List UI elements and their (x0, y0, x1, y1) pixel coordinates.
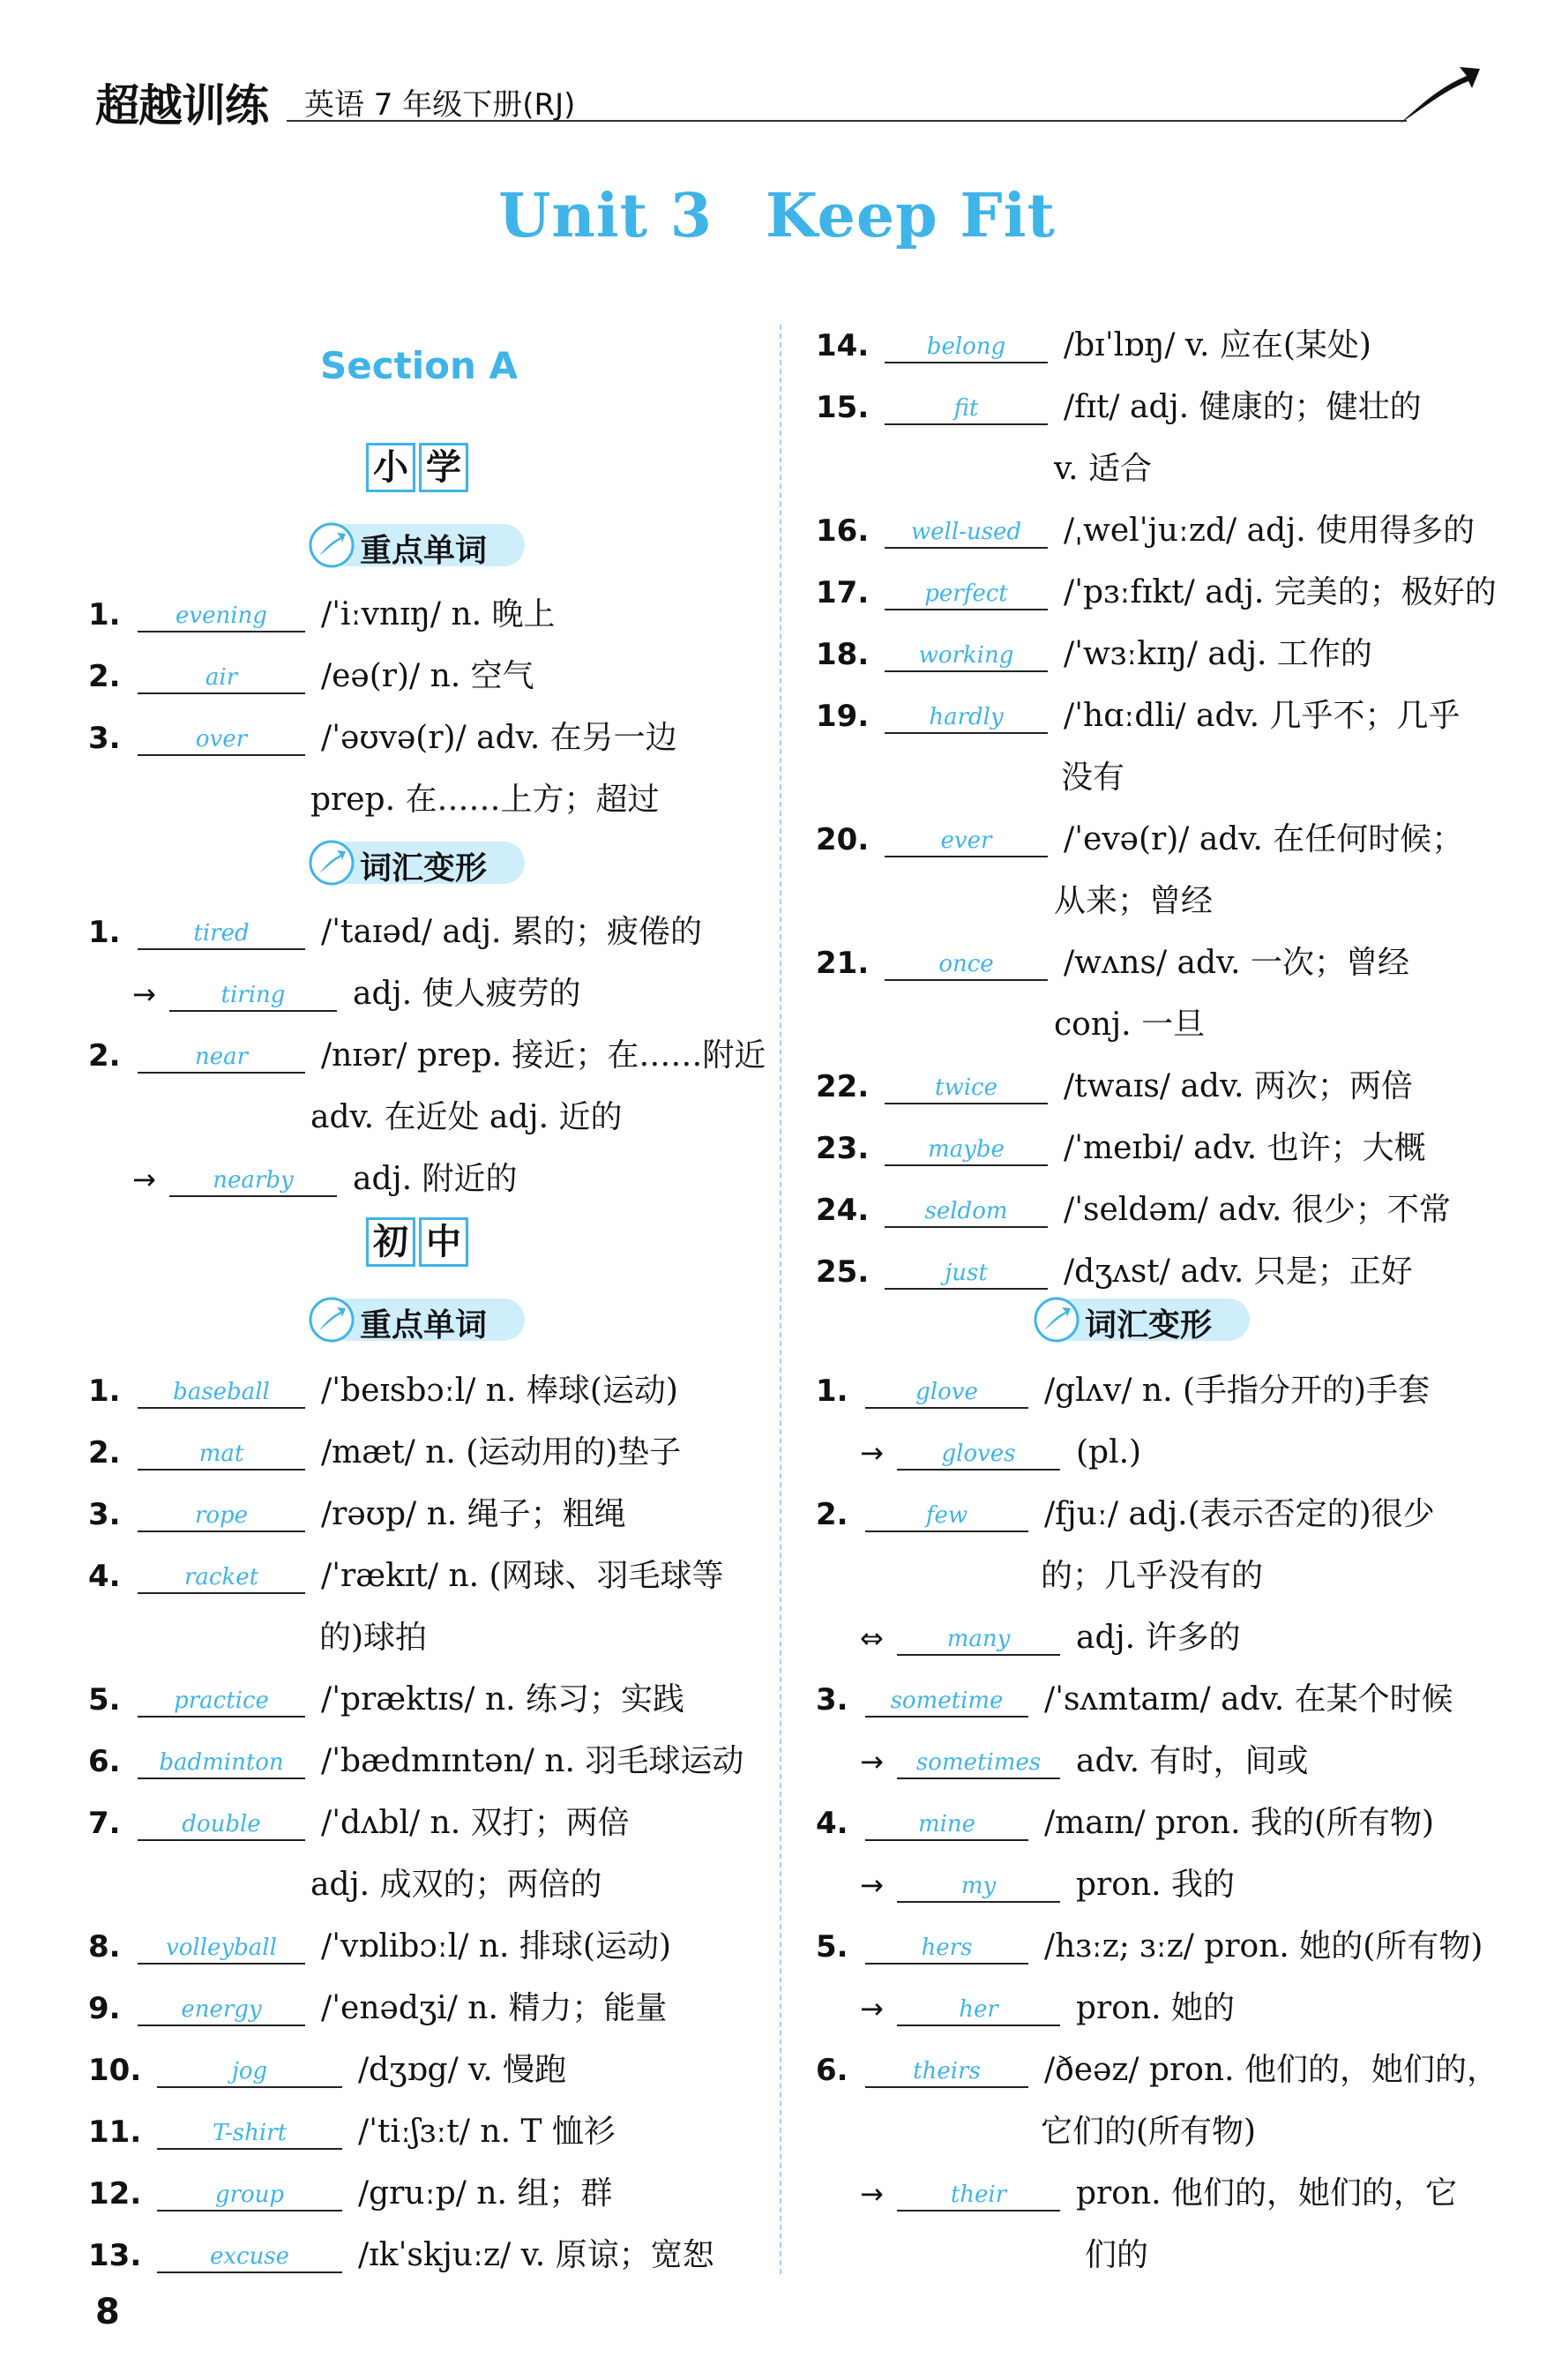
item-number: 7. (88, 1806, 121, 1841)
item-number: 1. (88, 597, 121, 632)
definition-text: /hɜːz; ɜːz/ pron. 她的(所有物) (1044, 1928, 1483, 1965)
item-number: 23. (816, 1131, 870, 1166)
item-number: 8. (88, 1929, 121, 1965)
item-number: 6. (88, 1744, 121, 1779)
answer-blank[interactable]: ever (885, 812, 1048, 857)
item-number: 21. (816, 946, 870, 981)
answer-blank[interactable]: tiring (169, 966, 337, 1012)
level-junior (366, 1217, 468, 1267)
answer-blank[interactable]: perfect (885, 565, 1048, 610)
item-number: 2. (816, 1497, 848, 1532)
definition-text: /twaɪs/ adv. 两次；两倍 (1064, 1068, 1413, 1104)
item-number: 20. (816, 822, 870, 857)
definition-text: /ˈiːvnɪŋ/ n. 晚上 (321, 596, 556, 632)
book-title: 英语 7 年级下册(RJ) (304, 87, 576, 123)
answer-blank[interactable]: seldom (885, 1182, 1048, 1228)
definition-text: 没有 (1061, 760, 1125, 796)
definition-text: /rəʊp/ n. 绳子；粗绳 (321, 1496, 626, 1532)
answer-blank[interactable]: near (138, 1028, 305, 1074)
item-number: 4. (816, 1806, 848, 1841)
answer-blank[interactable]: gloves (897, 1425, 1060, 1471)
unit-number: Unit 3 (498, 181, 713, 251)
page-header (88, 62, 1473, 132)
definition-text: (pl.) (1076, 1434, 1142, 1471)
swoosh-arrow-icon (1398, 62, 1482, 128)
item-number: 1. (88, 915, 121, 950)
swoosh-arrow-icon (309, 840, 355, 886)
item-number: 4. (88, 1559, 121, 1594)
item-number: 11. (88, 2114, 142, 2150)
unit-title: Keep Fit (766, 181, 1056, 251)
item-number: 5. (88, 1682, 121, 1718)
definition-text: adj. 使人疲劳的 (353, 976, 581, 1012)
definition-text: prep. 在……上方；超过 (310, 782, 660, 818)
answer-blank[interactable]: racket (138, 1548, 305, 1594)
definition-text: 它们的(所有物) (1041, 2114, 1257, 2150)
derivation-arrow-icon: → (860, 1436, 884, 1470)
level-char: 学 (419, 443, 468, 492)
definition-text: /gruːp/ n. 组；群 (358, 2175, 613, 2212)
swoosh-arrow-icon (309, 1297, 355, 1343)
definition-text: /nɪər/ prep. 接近；在……附近 (321, 1037, 766, 1074)
definition-text: /ˈenədʒi/ n. 精力；能量 (321, 1990, 668, 2026)
swoosh-arrow-icon (1034, 1297, 1080, 1343)
level-primary (366, 443, 468, 492)
pill-key-words-primary (309, 522, 525, 568)
item-number: 15. (816, 390, 870, 425)
definition-text: /fɪt/ adj. 健康的；健壮的 (1064, 389, 1422, 425)
level-char: 中 (419, 1217, 468, 1267)
definition-text: conj. 一旦 (1054, 1007, 1206, 1043)
item-number: 6. (816, 2053, 848, 2088)
derivation-arrow-icon: ⇔ (860, 1621, 884, 1655)
item-number: 22. (816, 1069, 870, 1104)
definition-text: /ˈtiːʃɜːt/ n. T 恤衫 (358, 2114, 616, 2150)
pill-label: 词汇变形 (360, 850, 488, 887)
definition-text: /maɪn/ pron. 我的(所有物) (1044, 1805, 1435, 1841)
definition-text: /ˈpɜːfɪkt/ adj. 完美的；极好的 (1064, 574, 1497, 610)
derivation-arrow-icon: → (860, 1992, 884, 2025)
definition-text: adv. 有时，间或 (1076, 1743, 1309, 1779)
derivation-arrow-icon: → (132, 1163, 156, 1196)
answer-blank[interactable]: hers (865, 1919, 1028, 1965)
definition-text: /ˈəʊvə(r)/ adv. 在另一边 (321, 720, 677, 756)
swoosh-arrow-icon (309, 522, 355, 568)
answer-blank[interactable]: her (897, 1980, 1060, 2026)
answer-blank[interactable]: over (138, 710, 305, 756)
answer-blank[interactable]: hardly (885, 688, 1048, 734)
definition-text: 的；几乎没有的 (1041, 1558, 1264, 1594)
answer-blank[interactable]: many (897, 1610, 1060, 1656)
definition-text: /dʒɒg/ v. 慢跑 (358, 2052, 567, 2088)
answer-blank[interactable]: once (885, 935, 1048, 981)
definition-text: /eə(r)/ n. 空气 (321, 658, 534, 694)
level-char: 小 (366, 443, 415, 492)
item-number: 3. (88, 1497, 121, 1532)
answer-blank[interactable]: sometime (865, 1672, 1028, 1718)
answer-blank[interactable]: group (157, 2166, 342, 2212)
item-number: 14. (816, 328, 870, 363)
answer-blank[interactable]: maybe (885, 1120, 1048, 1166)
answer-blank[interactable]: energy (138, 1980, 305, 2026)
answer-blank[interactable]: baseball (138, 1363, 305, 1409)
answer-blank[interactable]: my (897, 1857, 1060, 1903)
item-number: 2. (88, 1038, 121, 1074)
definition-text: /fjuː/ adj.(表示否定的)很少 (1044, 1496, 1435, 1532)
derivation-arrow-icon: → (860, 2177, 884, 2211)
definition-text: 的)球拍 (319, 1620, 428, 1656)
item-number: 25. (816, 1254, 870, 1290)
item-number: 18. (816, 637, 870, 672)
definition-text: v. 适合 (1054, 451, 1152, 487)
pill-word-forms-primary (309, 840, 525, 886)
pill-word-forms-junior (1034, 1297, 1250, 1343)
definition-text: pron. 她的 (1076, 1990, 1236, 2026)
item-number: 5. (816, 1929, 848, 1965)
item-number: 10. (88, 2053, 142, 2088)
answer-blank[interactable]: fit (885, 379, 1048, 425)
definition-text: /ˈvɒlibɔːl/ n. 排球(运动) (321, 1928, 672, 1965)
derivation-arrow-icon: → (132, 977, 156, 1011)
column-divider (780, 325, 781, 2274)
item-number: 3. (816, 1682, 848, 1718)
definition-text: 们的 (1085, 2237, 1149, 2273)
item-number: 3. (88, 721, 121, 756)
answer-blank[interactable]: air (138, 648, 305, 694)
answer-blank[interactable]: practice (138, 1672, 305, 1718)
definition-text: /bɪˈlɒŋ/ v. 应在(某处) (1064, 327, 1371, 363)
unit-heading (0, 181, 1554, 251)
answer-blank[interactable]: rope (138, 1486, 305, 1532)
definition-text: adv. 在近处 adj. 近的 (310, 1099, 623, 1135)
answer-blank[interactable]: mat (138, 1425, 305, 1471)
definition-text: /ˈbædmɪntən/ n. 羽毛球运动 (321, 1743, 744, 1779)
item-number: 9. (88, 1991, 121, 2026)
answer-blank[interactable]: mine (865, 1795, 1028, 1841)
definition-text: /dʒʌst/ adv. 只是；正好 (1064, 1254, 1413, 1290)
definition-text: /ˈmeɪbi/ adv. 也许；大概 (1064, 1130, 1426, 1166)
definition-text: /ˈevə(r)/ adv. 在任何时候； (1064, 821, 1464, 857)
item-number: 13. (88, 2238, 142, 2273)
definition-text: /ˈtaɪəd/ adj. 累的；疲倦的 (321, 914, 702, 950)
answer-blank[interactable]: double (138, 1795, 305, 1841)
answer-blank[interactable]: just (885, 1244, 1048, 1290)
definition-text: adj. 许多的 (1076, 1620, 1241, 1656)
answer-blank[interactable]: theirs (865, 2042, 1028, 2088)
item-number: 1. (816, 1373, 848, 1409)
answer-blank[interactable]: working (885, 626, 1048, 672)
definition-text: adj. 附近的 (353, 1161, 518, 1197)
definition-text: pron. 我的 (1076, 1867, 1236, 1903)
definition-text: /ˈdʌbl/ n. 双打；两倍 (321, 1805, 630, 1841)
item-number: 2. (88, 1435, 121, 1471)
item-number: 1. (88, 1373, 121, 1409)
page-number: 8 (95, 2292, 120, 2332)
answer-blank[interactable]: evening (138, 587, 305, 632)
pill-key-words-junior (309, 1297, 525, 1343)
definition-text: adj. 成双的；两倍的 (310, 1867, 602, 1903)
definition-text: 从来；曾经 (1054, 883, 1214, 919)
answer-blank[interactable]: their (897, 2166, 1060, 2212)
definition-text: /ˈseldəm/ adv. 很少；不常 (1064, 1192, 1451, 1228)
section-title: Section A (320, 344, 518, 387)
answer-blank[interactable]: sometimes (897, 1733, 1060, 1779)
answer-blank[interactable]: well-used (885, 503, 1048, 549)
pill-label: 重点单词 (360, 533, 488, 569)
item-number: 24. (816, 1193, 870, 1228)
answer-blank[interactable]: belong (885, 318, 1048, 363)
answer-blank[interactable]: few (865, 1486, 1028, 1532)
item-number: 2. (88, 659, 121, 694)
pill-label: 重点单词 (360, 1307, 488, 1343)
answer-blank[interactable]: badminton (138, 1733, 305, 1779)
definition-text: /ɪkˈskjuːz/ v. 原谅；宽恕 (358, 2237, 714, 2273)
derivation-arrow-icon: → (860, 1745, 884, 1778)
level-char: 初 (366, 1217, 415, 1267)
header-rule (287, 120, 1407, 122)
definition-text: /ˈbeɪsbɔːl/ n. 棒球(运动) (321, 1373, 678, 1409)
definition-text: /ðeəz/ pron. 他们的，她们的， (1044, 2052, 1498, 2088)
answer-blank[interactable]: twice (885, 1059, 1048, 1104)
definition-text: /wʌns/ adv. 一次；曾经 (1064, 945, 1409, 981)
derivation-arrow-icon: → (860, 1868, 884, 1902)
definition-text: /ˌwelˈjuːzd/ adj. 使用得多的 (1064, 513, 1476, 549)
item-number: 12. (88, 2176, 142, 2212)
answer-blank[interactable]: tired (138, 904, 305, 950)
brand-title: 超越训练 (95, 80, 268, 131)
definition-text: /ˈwɜːkɪŋ/ adj. 工作的 (1064, 636, 1372, 672)
definition-text: /ˈrækɪt/ n. (网球、羽毛球等 (321, 1558, 724, 1594)
pill-label: 词汇变形 (1085, 1307, 1213, 1343)
item-number: 17. (816, 575, 870, 610)
answer-blank[interactable]: T-shirt (157, 2104, 342, 2150)
answer-blank[interactable]: volleyball (138, 1919, 305, 1965)
definition-text: pron. 他们的，她们的，它 (1076, 2175, 1458, 2212)
definition-text: /ˈhɑːdli/ adv. 几乎不；几乎 (1064, 698, 1461, 734)
definition-text: /ˈsʌmtaɪm/ adv. 在某个时候 (1044, 1681, 1453, 1718)
item-number: 19. (816, 699, 870, 734)
answer-blank[interactable]: nearby (169, 1151, 337, 1197)
answer-blank[interactable]: excuse (157, 2227, 342, 2273)
definition-text: /glʌv/ n. (手指分开的)手套 (1044, 1373, 1431, 1409)
item-number: 16. (816, 513, 870, 549)
answer-blank[interactable]: glove (865, 1363, 1028, 1409)
definition-text: /ˈpræktɪs/ n. 练习；实践 (321, 1681, 685, 1718)
answer-blank[interactable]: jog (157, 2042, 342, 2088)
definition-text: /mæt/ n. (运动用的)垫子 (321, 1434, 682, 1471)
